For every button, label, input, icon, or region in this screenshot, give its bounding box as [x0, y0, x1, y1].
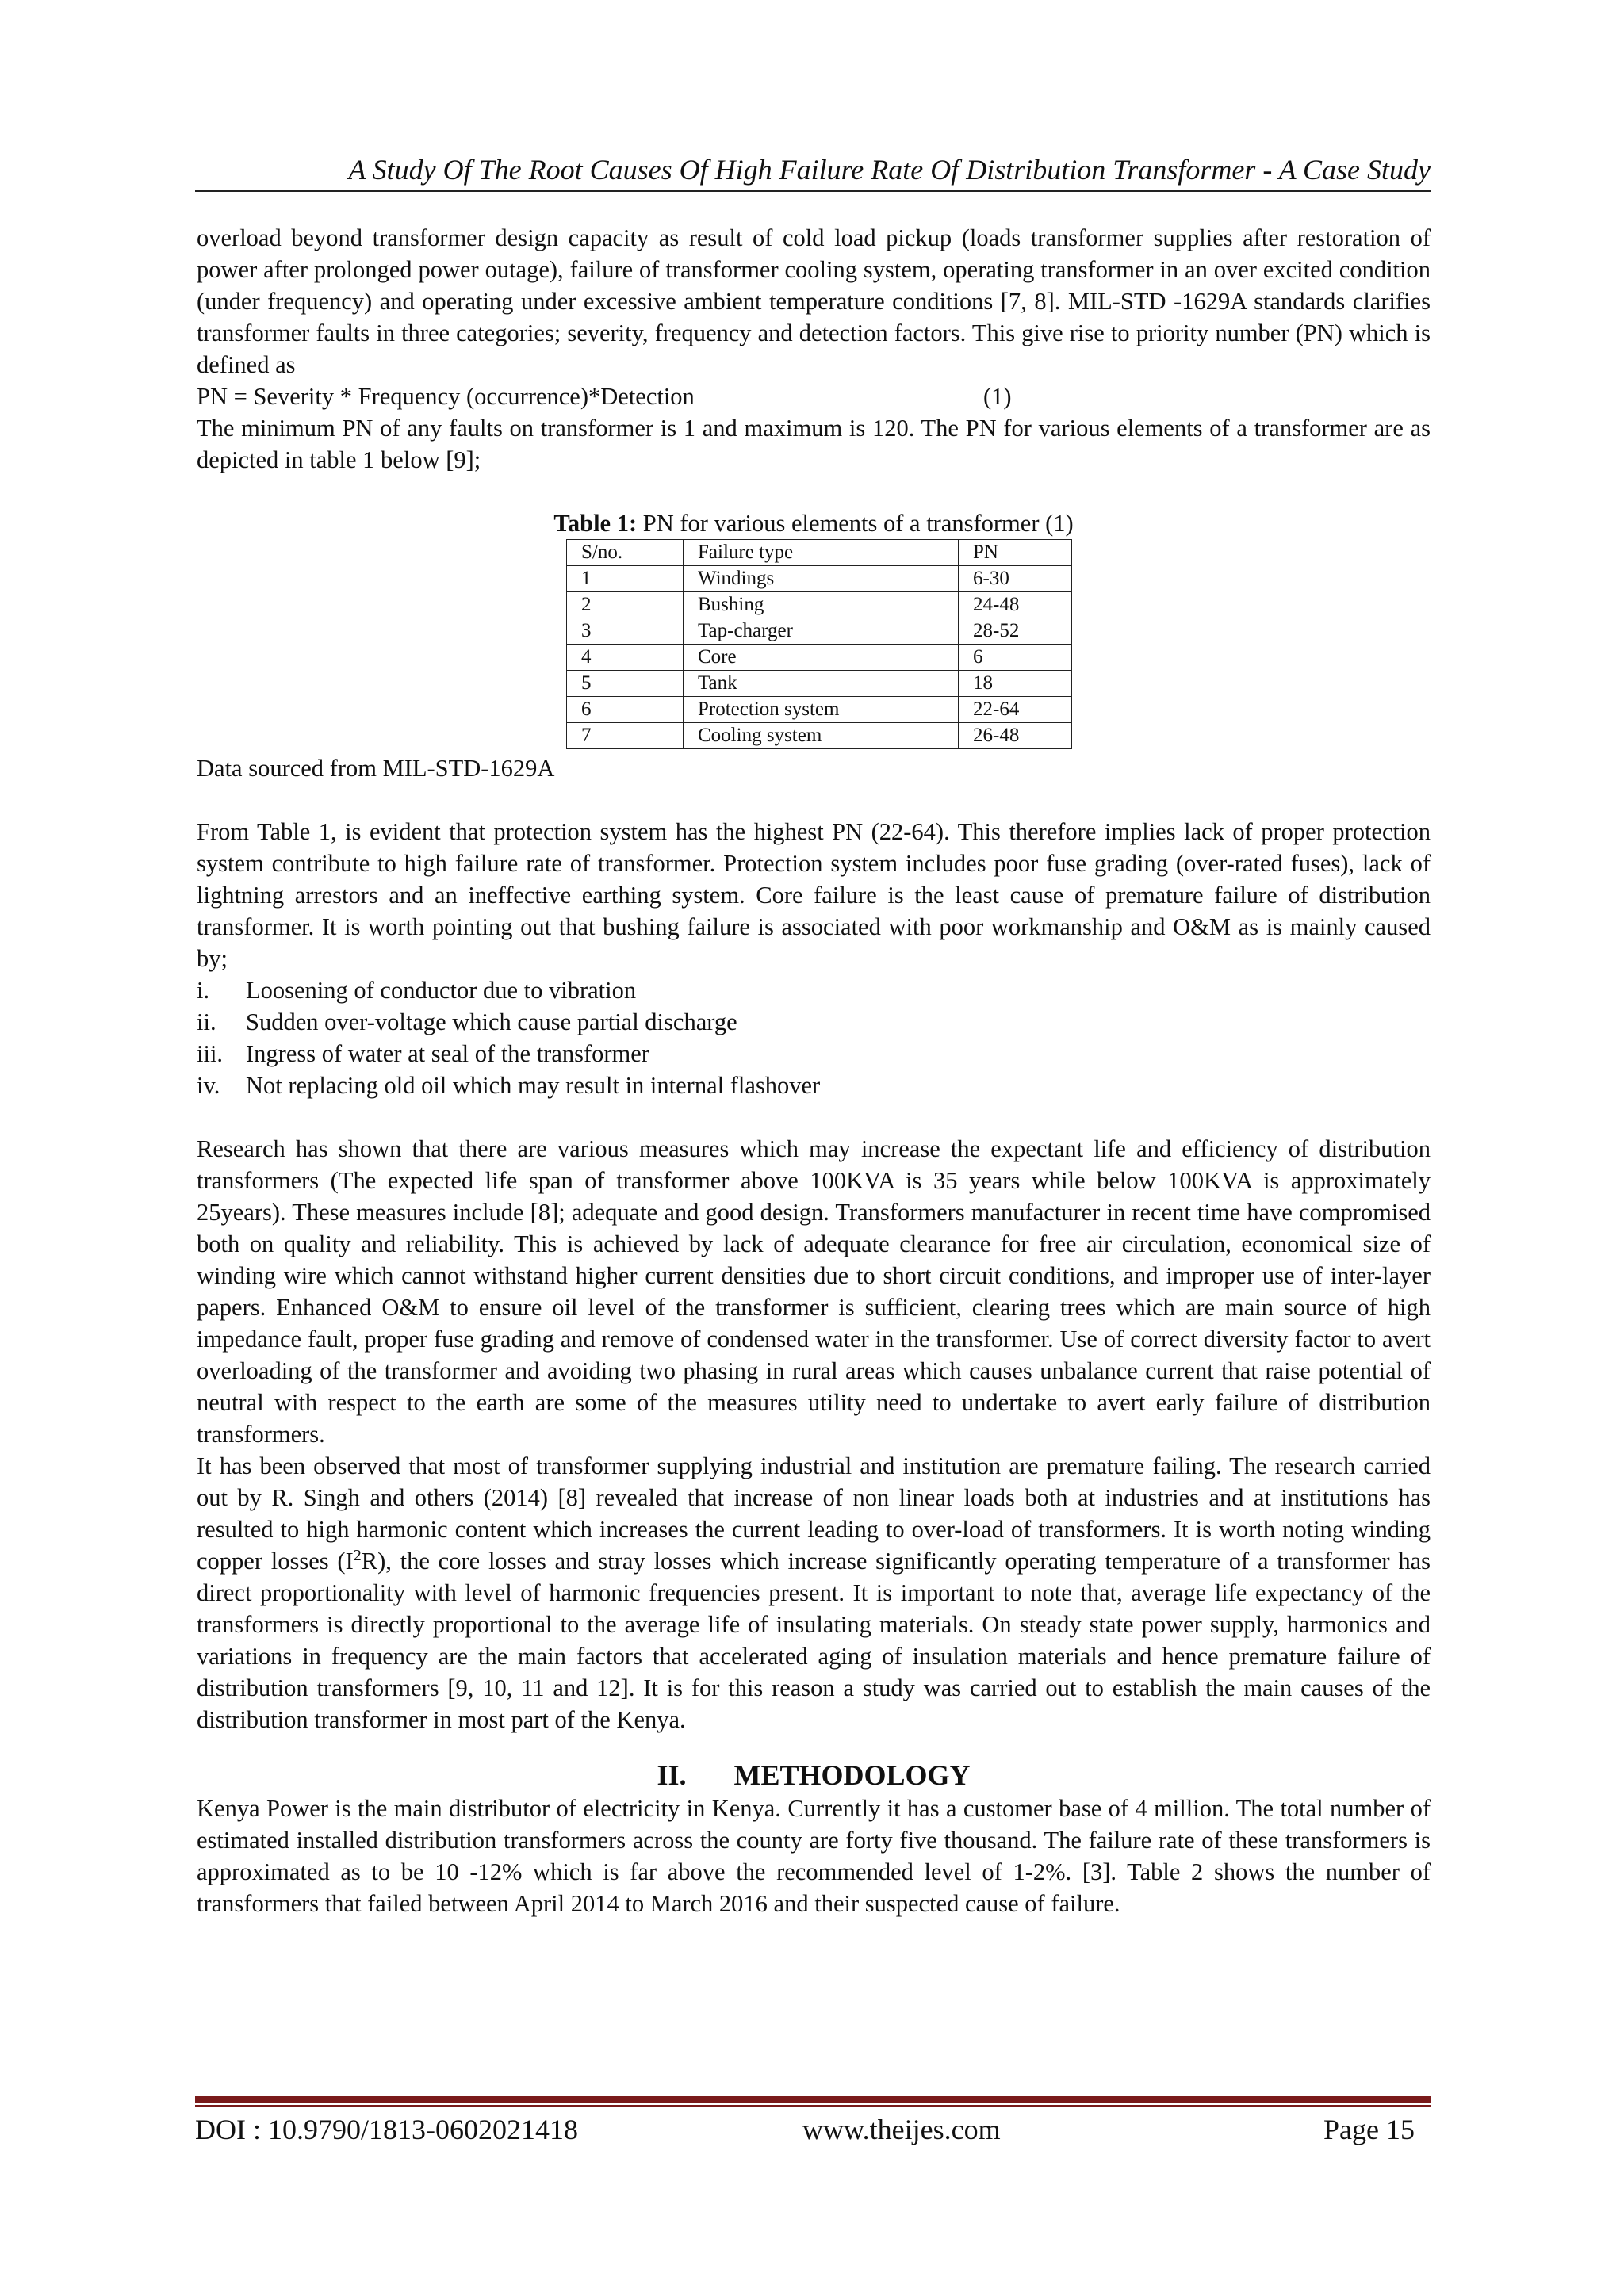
- table-cell: 28-52: [959, 618, 1072, 645]
- table-cell: 3: [567, 618, 684, 645]
- table-cell: 18: [959, 671, 1072, 697]
- list-item-number: i.: [197, 977, 210, 1004]
- page-footer: [195, 2110, 1431, 2149]
- table-cell: 24-48: [959, 592, 1072, 618]
- table-cell: 6: [567, 697, 684, 723]
- footer-page-number: Page 15: [1323, 2114, 1415, 2145]
- table-row: [567, 645, 1072, 671]
- paragraph-4: Research has shown that there are various measures which may increase the expectant life and efficiency of distribution transformers (The expected life span of transformer above 100KVA is 35 years while below 100KVA is approximately 25years). These measures include [8]; adequate and good design. Transformers manufacturer in recent time have compromised both on quality and reliability. This is achieved by lack of adequate clearance for free air circulation, economical size of winding wire which cannot withstand higher current densities due to short circuit conditions, and improper use of inter-layer papers. Enhanced O&M to ensure oil level of the transformer is sufficient, clearing trees which are main source of high impedance fault, proper fuse grading and remove of condensed water in the transformer. Use of correct diversity factor to avert overloading of the transformer and avoiding two phasing in rural areas which causes unbalance current that raise potential of neutral with respect to the earth are some of the measures utility need to undertake to avert early failure of distribution transformers.: [197, 1135, 1431, 1448]
- table-cell: 6: [959, 645, 1072, 671]
- table-cell: Cooling system: [684, 723, 959, 749]
- table-cell: Tap-charger: [684, 618, 959, 645]
- paragraph-2: The minimum PN of any faults on transformer is 1 and maximum is 120. The PN for various elements of a transformer are as depicted in table 1 below [9];: [197, 415, 1431, 473]
- header-rule: [195, 190, 1431, 192]
- table-1-caption-label: Table 1:: [553, 510, 638, 537]
- running-header: A Study Of The Root Causes Of High Failure Rate Of Distribution Transformer - A Case Study: [348, 154, 1431, 186]
- table-header-row: [567, 540, 1072, 566]
- table-cell: 22-64: [959, 697, 1072, 723]
- paragraph-3: From Table 1, is evident that protection system has the highest PN (22-64). This therefore implies lack of proper protection system contribute to high failure rate of transformer. Protection system includes poor fuse grading (over-rated fuses), lack of lightning arrestors and an ineffective earthing system. Core failure is the least cause of premature failure of distribution transformer. It is worth pointing out that bushing failure is associated with poor workmanship and O&M as is mainly caused by;: [197, 818, 1431, 972]
- table-cell: 7: [567, 723, 684, 749]
- list-item: [197, 1006, 1431, 1038]
- table-cell: 4: [567, 645, 684, 671]
- paragraph-5: [197, 1450, 1431, 1735]
- equation-number: (1): [983, 383, 1012, 410]
- spacer: [197, 1101, 1431, 1133]
- table-cell: Protection system: [684, 697, 959, 723]
- table-row: [567, 566, 1072, 592]
- paragraph-6: Kenya Power is the main distributor of electricity in Kenya. Currently it has a customer base of 4 million. The total number of estimated installed distribution transformers across the county are forty five thousand. The failure rate of these transformers is approximated as to be 10 -12% which is far above the recommended level of 1-2%. [3]. Table 2 shows the number of transformers that failed between April 2014 to March 2016 and their suspected cause of failure.: [197, 1795, 1431, 1917]
- equation-line: [197, 381, 1431, 412]
- table-1-block: [197, 507, 1431, 784]
- list-item-number: iii.: [197, 1040, 224, 1067]
- table-header-cell: Failure type: [684, 540, 959, 566]
- section-title: METHODOLOGY: [733, 1759, 971, 1791]
- table-1-caption: [197, 507, 1431, 539]
- table-cell: Tank: [684, 671, 959, 697]
- list-item-text: Sudden over-voltage which cause partial discharge: [246, 1008, 737, 1035]
- table-cell: 26-48: [959, 723, 1072, 749]
- list-item-text: Loosening of conductor due to vibration: [246, 977, 637, 1004]
- page-body: [197, 222, 1431, 1919]
- table-row: [567, 697, 1072, 723]
- table-row: [567, 671, 1072, 697]
- footer-website: www.theijes.com: [802, 2114, 1001, 2145]
- table-header-cell: S/no.: [567, 540, 684, 566]
- table-cell: 2: [567, 592, 684, 618]
- section-heading: [197, 1758, 1431, 1793]
- table-cell: 1: [567, 566, 684, 592]
- list-item: [197, 974, 1431, 1006]
- cause-list: [197, 974, 1431, 1101]
- table-1-source: Data sourced from MIL-STD-1629A: [197, 755, 555, 782]
- spacer: [197, 784, 1431, 816]
- footer-rule-thin: [195, 2105, 1431, 2107]
- superscript-2: 2: [353, 1546, 362, 1564]
- list-item-text: Not replacing old oil which may result in internal flashover: [246, 1072, 821, 1099]
- table-row: [567, 618, 1072, 645]
- table-cell: Core: [684, 645, 959, 671]
- table-cell: Bushing: [684, 592, 959, 618]
- paragraph-5-part-2: R), the core losses and stray losses which increase significantly operating temperature of a transformer has direct proportionality with level of harmonic frequencies present. It is important to note that, average life expectancy of the transformers is directly proportional to the average life of insulating materials. On steady state power supply, harmonics and variations in frequency are the main factors that accelerated aging of insulation materials and hence premature failure of distribution transformers [9, 10, 11 and 12]. It is for this reason a study was carried out to establish the main causes of the distribution transformer in most part of the Kenya.: [197, 1548, 1431, 1733]
- list-item-number: ii.: [197, 1008, 216, 1035]
- paragraph-5-part-1: It has been observed that most of transformer supplying industrial and institution are premature failing. The research carried out by R. Singh and others (2014) [8] revealed that increase of non linear loads both at industries and at institutions has resulted to high harmonic content which increases the current leading to over-load of transformers. It is worth noting winding copper losses (I: [197, 1452, 1431, 1575]
- table-cell: 5: [567, 671, 684, 697]
- equation: PN = Severity * Frequency (occurrence)*Detection: [197, 383, 695, 410]
- table-1: [566, 539, 1072, 749]
- list-item: [197, 1070, 1431, 1101]
- footer-rule: [195, 2096, 1431, 2103]
- table-row: [567, 723, 1072, 749]
- table-1-caption-text: PN for various elements of a transformer (1): [637, 510, 1074, 537]
- table-header-cell: PN: [959, 540, 1072, 566]
- table-cell: Windings: [684, 566, 959, 592]
- section-number: II.: [657, 1759, 687, 1791]
- footer-doi: DOI : 10.9790/1813-0602021418: [195, 2114, 578, 2145]
- table-cell: 6-30: [959, 566, 1072, 592]
- table-row: [567, 592, 1072, 618]
- list-item: [197, 1038, 1431, 1070]
- list-item-text: Ingress of water at seal of the transformer: [246, 1040, 649, 1067]
- paragraph-1: overload beyond transformer design capacity as result of cold load pickup (loads transformer supplies after restoration of power after prolonged power outage), failure of transformer cooling system, operating transformer in an over excited condition (under frequency) and operating under excessive ambient temperature conditions [7, 8]. MIL-STD -1629A standards clarifies transformer faults in three categories; severity, frequency and detection factors. This give rise to priority number (PN) which is defined as: [197, 224, 1431, 378]
- list-item-number: iv.: [197, 1072, 220, 1099]
